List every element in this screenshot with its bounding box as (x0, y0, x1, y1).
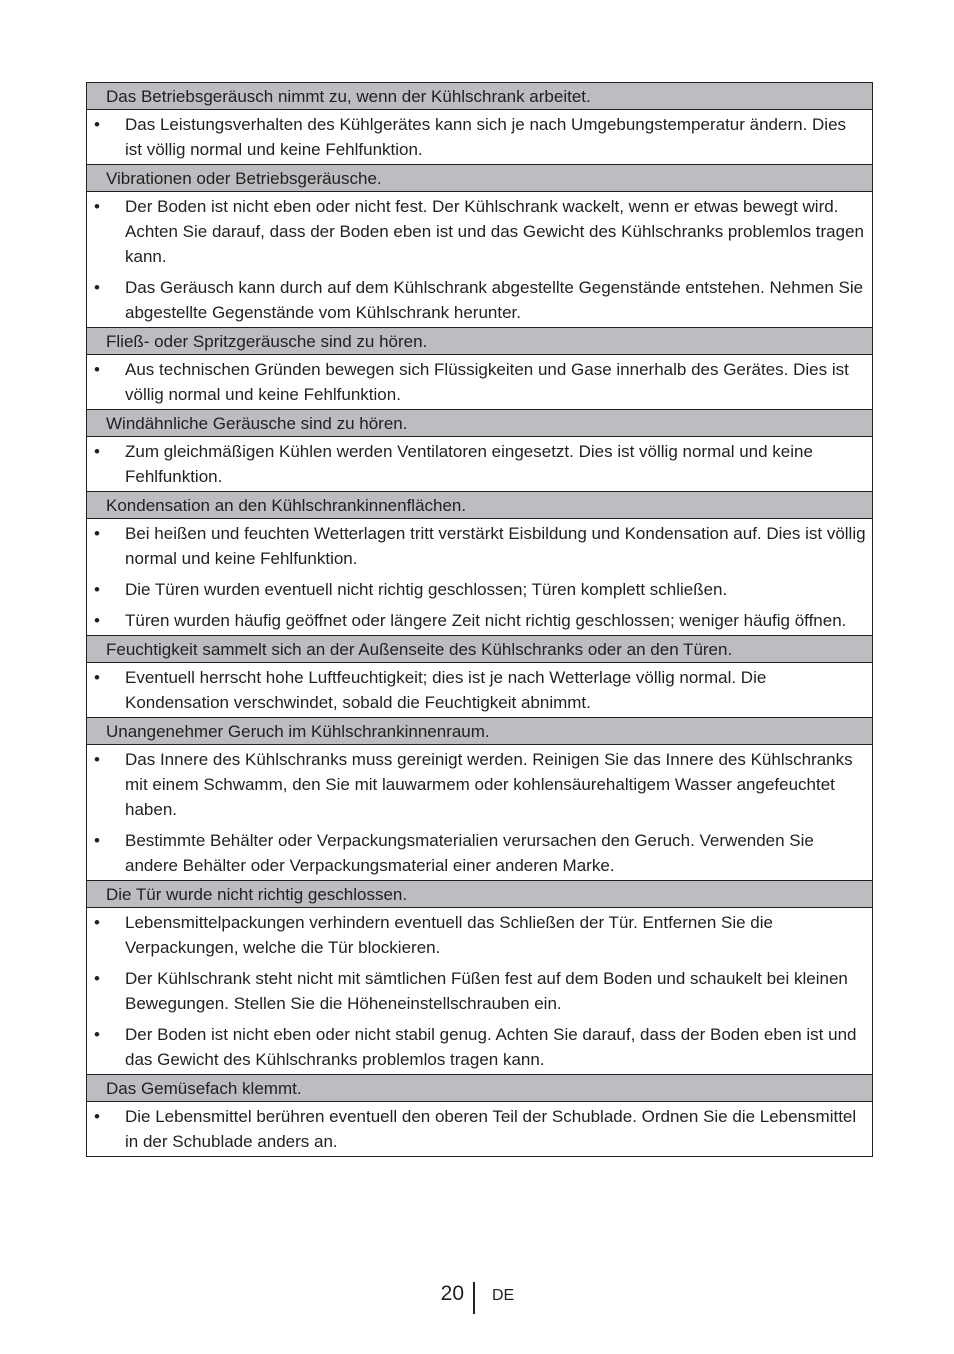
list-item (87, 112, 866, 162)
list-item (87, 439, 866, 489)
bullet-icon: • (94, 611, 100, 630)
page-number: 20 (440, 1282, 464, 1305)
section (87, 328, 872, 410)
list-item (87, 194, 866, 269)
section (87, 492, 872, 636)
language-code: DE (492, 1287, 515, 1304)
bullet-icon: • (94, 524, 100, 543)
list-item (87, 577, 866, 602)
section-header: Unangenehmer Geruch im Kühlschrankinnenraum. (87, 718, 872, 745)
list-item-text: Eventuell herrscht hohe Luftfeuchtigkeit; dies ist je nach Wetterlage völlig normal. Die Kondensation verschwindet, sobald die Feuchtigkeit abnimmt. (125, 668, 767, 712)
bullet-icon: • (94, 442, 100, 461)
section (87, 165, 872, 328)
list-item-text: Lebensmittelpackungen verhindern eventuell das Schließen der Tür. Entfernen Sie die Verpackungen, welche die Tür blockieren. (125, 913, 773, 957)
list-item-text: Der Boden ist nicht eben oder nicht stabil genug. Achten Sie darauf, dass der Boden eben ist und das Gewicht des Kühlschranks problemlos tragen kann. (125, 1025, 857, 1069)
list-item (87, 521, 866, 571)
list-item-text: Das Leistungsverhalten des Kühlgerätes kann sich je nach Umgebungstemperatur ändern. Dies ist völlig normal und keine Fehlfunktion. (125, 115, 847, 159)
section (87, 410, 872, 492)
page-footer (0, 1280, 954, 1316)
section-header: Fließ- oder Spritzgeräusche sind zu hören. (87, 328, 872, 355)
list-item (87, 357, 866, 407)
bullet-icon: • (94, 831, 100, 850)
list-item-text: Bestimmte Behälter oder Verpackungsmaterialien verursachen den Geruch. Verwenden Sie andere Behälter oder Verpackungsmaterial einer anderen Marke. (125, 831, 814, 875)
list-item (87, 747, 866, 822)
list-item (87, 608, 866, 633)
bullet-icon: • (94, 969, 100, 988)
section-header: Vibrationen oder Betriebsgeräusche. (87, 165, 872, 192)
section (87, 881, 872, 1075)
section-header: Die Tür wurde nicht richtig geschlossen. (87, 881, 872, 908)
list-item-text: Zum gleichmäßigen Kühlen werden Ventilatoren eingesetzt. Dies ist völlig normal und keine Fehlfunktion. (125, 442, 813, 486)
section (87, 1075, 872, 1156)
bullet-icon: • (94, 197, 100, 216)
list-item (87, 966, 866, 1016)
bullet-icon: • (94, 750, 100, 769)
section-body (87, 110, 872, 165)
list-item-text: Die Türen wurden eventuell nicht richtig geschlossen; Türen komplett schließen. (125, 580, 728, 599)
troubleshooting-table (86, 82, 873, 1157)
section-body (87, 745, 872, 881)
list-item-text: Die Lebensmittel berühren eventuell den oberen Teil der Schublade. Ordnen Sie die Lebensmittel in der Schublade anders an. (125, 1107, 857, 1151)
section (87, 83, 872, 165)
section-body (87, 355, 872, 410)
list-item (87, 665, 866, 715)
list-item (87, 910, 866, 960)
section (87, 636, 872, 718)
section-body (87, 908, 872, 1075)
list-item-text: Bei heißen und feuchten Wetterlagen tritt verstärkt Eisbildung und Kondensation auf. Dies ist völlig normal und keine Fehlfunktion. (125, 524, 866, 568)
bullet-icon: • (94, 1025, 100, 1044)
bullet-icon: • (94, 580, 100, 599)
list-item-text: Türen wurden häufig geöffnet oder längere Zeit nicht richtig geschlossen; weniger häufig öffnen. (125, 611, 847, 630)
list-item (87, 275, 866, 325)
list-item (87, 1022, 866, 1072)
section-header: Das Gemüsefach klemmt. (87, 1075, 872, 1102)
section-header: Das Betriebsgeräusch nimmt zu, wenn der Kühlschrank arbeitet. (87, 83, 872, 110)
list-item-text: Der Kühlschrank steht nicht mit sämtlichen Füßen fest auf dem Boden und schaukelt bei kleinen Bewegungen. Stellen Sie die Höheneinstellschrauben ein. (125, 969, 848, 1013)
list-item (87, 1104, 866, 1154)
bullet-icon: • (94, 913, 100, 932)
list-item-text: Der Boden ist nicht eben oder nicht fest. Der Kühlschrank wackelt, wenn er etwas bewegt wird. Achten Sie darauf, dass der Boden eben ist und das Gewicht des Kühlschranks problemlos tragen kann. (125, 197, 864, 266)
section-body (87, 519, 872, 636)
section (87, 718, 872, 881)
section-header: Windähnliche Geräusche sind zu hören. (87, 410, 872, 437)
bullet-icon: • (94, 278, 100, 297)
bullet-icon: • (94, 1107, 100, 1126)
bullet-icon: • (94, 668, 100, 687)
section-body (87, 1102, 872, 1156)
list-item-text: Das Innere des Kühlschranks muss gereinigt werden. Reinigen Sie das Innere des Kühlschranks mit einem Schwamm, den Sie mit lauwarmem oder kohlensäurehaltigem Wasser angefeuchtet haben. (125, 750, 853, 819)
section-body (87, 192, 872, 328)
section-header: Kondensation an den Kühlschrankinnenflächen. (87, 492, 872, 519)
section-header: Feuchtigkeit sammelt sich an der Außenseite des Kühlschranks oder an den Türen. (87, 636, 872, 663)
bullet-icon: • (94, 360, 100, 379)
list-item (87, 828, 866, 878)
section-body (87, 437, 872, 492)
bullet-icon: • (94, 115, 100, 134)
list-item-text: Das Geräusch kann durch auf dem Kühlschrank abgestellte Gegenstände entstehen. Nehmen Sie abgestellte Gegenstände vom Kühlschrank herunter. (125, 278, 864, 322)
section-body (87, 663, 872, 718)
list-item-text: Aus technischen Gründen bewegen sich Flüssigkeiten und Gase innerhalb des Gerätes. Dies ist völlig normal und keine Fehlfunktion. (125, 360, 849, 404)
footer-divider (473, 1282, 475, 1314)
